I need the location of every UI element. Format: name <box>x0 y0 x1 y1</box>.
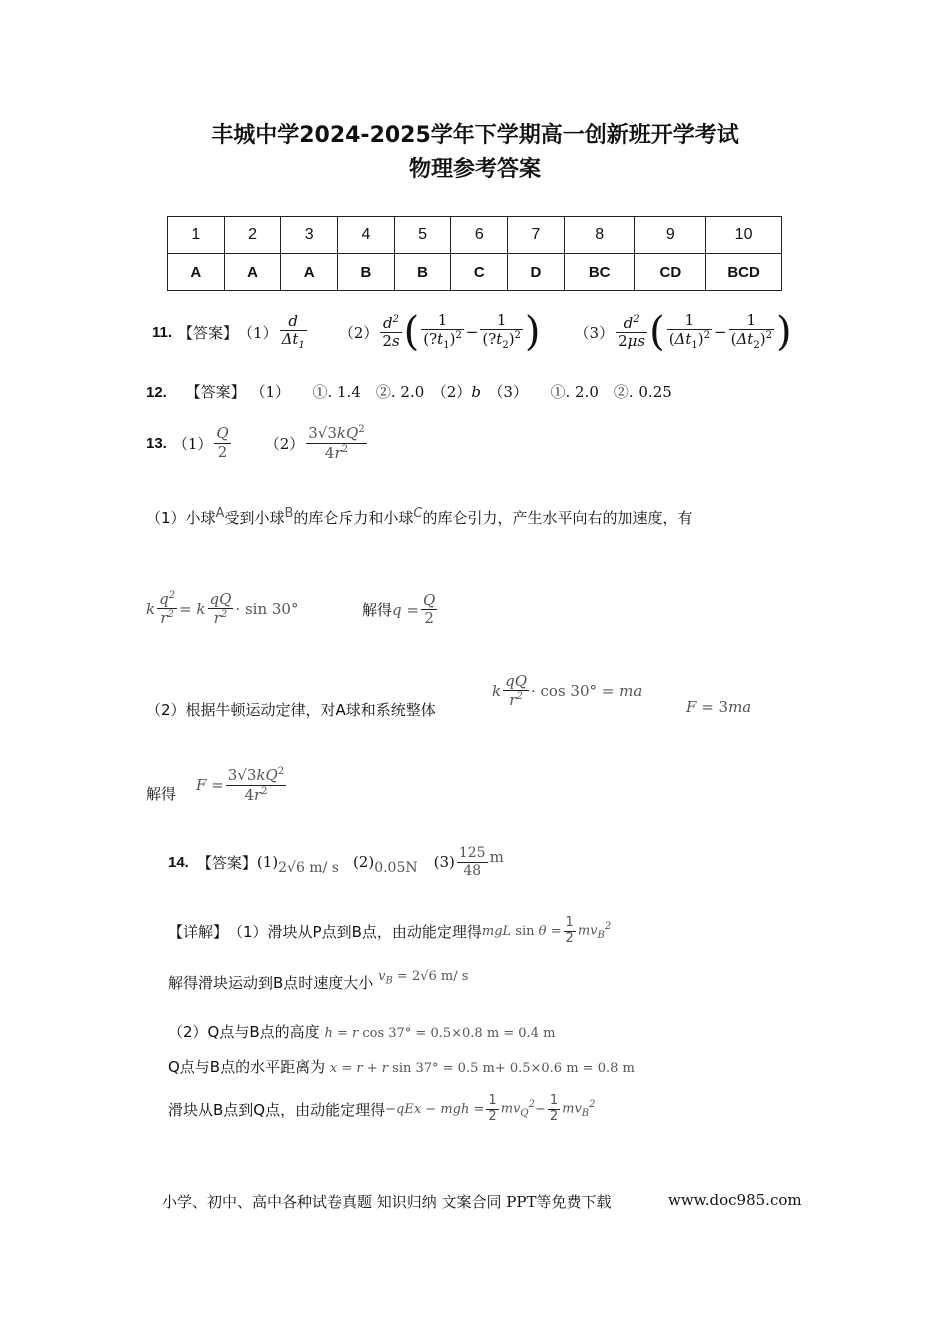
text: 的库仑斥力和小球 <box>293 509 414 527</box>
page-subtitle: 物理参考答案 <box>408 157 541 182</box>
table-cell: 4 <box>338 217 395 254</box>
table-row-answers <box>168 254 782 291</box>
part-label: （2） <box>264 434 305 453</box>
q13-equation2: k $\frac{qQ}{r^2}$ · cos 30° = ma <box>492 672 643 710</box>
table-cell: 3 <box>281 217 338 254</box>
table-cell: BCD <box>706 254 782 291</box>
q13-result1: 解得 q = $\frac{Q}{2}$ <box>362 591 436 628</box>
table-cell: 5 <box>394 217 451 254</box>
text: C <box>413 506 423 521</box>
table-cell: B <box>338 254 395 291</box>
formula: $\frac{d^2}{2s}$ <box>382 313 400 350</box>
text: Q点与B点的水平距离为 <box>168 1058 326 1076</box>
table-cell: BC <box>564 254 635 291</box>
table-cell: 10 <box>706 217 782 254</box>
text: 解得 <box>362 601 393 620</box>
question-13-answer <box>146 416 369 470</box>
table-cell: B <box>394 254 451 291</box>
q13-result2: 解得 F = $\frac{3√3kQ^2}{4r^2}$ <box>146 766 285 804</box>
answer-tag: 【答案】 <box>185 383 246 401</box>
text: （2）Q点与B点的高度 <box>168 1023 320 1041</box>
formula: $\frac{3√3kQ^2}{4r^2}$ <box>308 424 365 462</box>
part-label: (3) <box>433 853 455 871</box>
table-cell: 6 <box>451 217 508 254</box>
text: 【详解】 <box>168 922 229 941</box>
text: 滑块从B点到Q点，由动能定理得 <box>168 1100 386 1119</box>
q14-solution-line1: 【详解】 （1）滑块从P点到B点，由动能定理得 mgL sin θ = $\frac{1}{2}$ $mv_B^2$ <box>168 915 612 946</box>
formula: $\frac{1}{(?t_2)^2}$ <box>482 311 521 352</box>
question-14-answer: 14. 【答案】 (1) 2√6 m/ s (2) 0.05N (3) $\frac{125}{48}$ m <box>168 845 504 879</box>
formula: $\frac{d}{\Delta t_1}$ <box>281 311 305 351</box>
text: B <box>284 506 294 521</box>
table-cell: 8 <box>564 217 635 254</box>
text: A <box>215 506 225 521</box>
table-row-numbers <box>168 217 782 254</box>
question-number: 11. <box>152 323 173 341</box>
text: （1）小球 <box>146 509 216 527</box>
question-number: 14. <box>168 853 189 871</box>
text: 解得滑块运动到B点时速度大小 <box>168 974 374 992</box>
footer-url: www.doc985.com <box>668 1191 802 1209</box>
q13-solution-line1 <box>146 506 693 528</box>
answer-text: （3） ①. 2.0 ②. 0.25 <box>480 383 672 401</box>
formula: $\frac{Q}{2}$ <box>216 424 229 461</box>
text: 受到小球 <box>224 509 285 527</box>
table-cell: C <box>451 254 508 291</box>
answer-value: 0.05N <box>374 860 418 876</box>
table-cell: 2 <box>224 217 281 254</box>
answer-tag: 【答案】 <box>178 323 239 342</box>
q13-equation3: F = 3ma <box>686 698 752 716</box>
question-number: 12. <box>146 384 167 401</box>
answer-tag: 【答案】 <box>196 853 257 872</box>
part-label: （1） <box>238 323 278 342</box>
answer-table <box>167 216 782 291</box>
part-label: (1) <box>256 853 279 871</box>
q14-solution-line4: Q点与B点的水平距离为 x = r + r sin 37° = 0.5 m+ 0.5×0.6 m = 0.8 m <box>168 1058 635 1076</box>
q13-solution-line2: （2）根据牛顿运动定律，对A球和系统整体 <box>146 701 436 719</box>
part-label: （1） <box>172 434 213 453</box>
question-11-answer: 11. 【答案】 （1） $\frac{d}{\Delta t_1}$ （2） $\frac{d^2}{2s}$ ( $\frac{1}{(?t_1)^2}$ − $\frac{1}{(?t_2)^2}$ ) （3） $\frac{d^2}{2\mu s}$ ( $\frac{1}{(\Delta t_1)^2}$ − $\frac{1}{(\Delta t_2)^2}$ ) <box>152 309 792 355</box>
part-label: （3） <box>574 323 615 342</box>
formula: $\frac{d^2}{2\mu s}$ <box>618 313 646 350</box>
q14-solution-line3: （2）Q点与B点的高度 h = r cos 37° = 0.5×0.8 m = 0.4 m <box>168 1023 556 1041</box>
q14-solution-line2: 解得滑块运动到B点时速度大小 $v_B = 2√6$ m/ s <box>168 969 469 992</box>
formula: $\frac{1}{(\Delta t_2)^2}$ <box>730 311 772 352</box>
answer-text: （1） ①. 1.4 ②. 2.0 （2） <box>250 383 472 401</box>
text: （1）滑块从P点到B点，由动能定理得 <box>228 922 482 941</box>
table-cell: A <box>224 254 281 291</box>
table-cell: A <box>168 254 225 291</box>
table-cell: A <box>281 254 338 291</box>
footer-text: 小学、初中、高中各种试卷真题 知识归纳 文案合同 PPT等免费下载 <box>162 1193 612 1211</box>
formula: $\frac{1}{(\Delta t_1)^2}$ <box>668 311 711 352</box>
q14-solution-line5: 滑块从B点到Q点，由动能定理得 −qEx − mgh = $\frac{1}{2}$ $mv_Q^2$ − $\frac{1}{2}$ $mv_B^2$ <box>168 1093 596 1124</box>
answer-variable: b <box>471 383 481 401</box>
question-12-answer <box>146 381 672 402</box>
table-cell: CD <box>635 254 706 291</box>
table-cell: 1 <box>168 217 225 254</box>
part-label: (2) <box>352 853 375 871</box>
table-cell: 7 <box>508 217 565 254</box>
table-cell: D <box>508 254 565 291</box>
q13-equation1: k $\frac{q^2}{r^2}$ = k $\frac{qQ}{r^2}$ · sin 30° <box>146 589 299 628</box>
formula: $\frac{1}{(?t_1)^2}$ <box>423 311 462 352</box>
text: 的库仑引力，产生水平向右的加速度，有 <box>422 509 693 527</box>
text: 解得 <box>146 784 177 803</box>
question-number: 13. <box>146 434 167 452</box>
table-cell: 9 <box>635 217 706 254</box>
page-title: 丰城中学2024-2025学年下学期高一创新班开学考试 <box>211 123 739 148</box>
part-label: （2） <box>338 323 379 342</box>
